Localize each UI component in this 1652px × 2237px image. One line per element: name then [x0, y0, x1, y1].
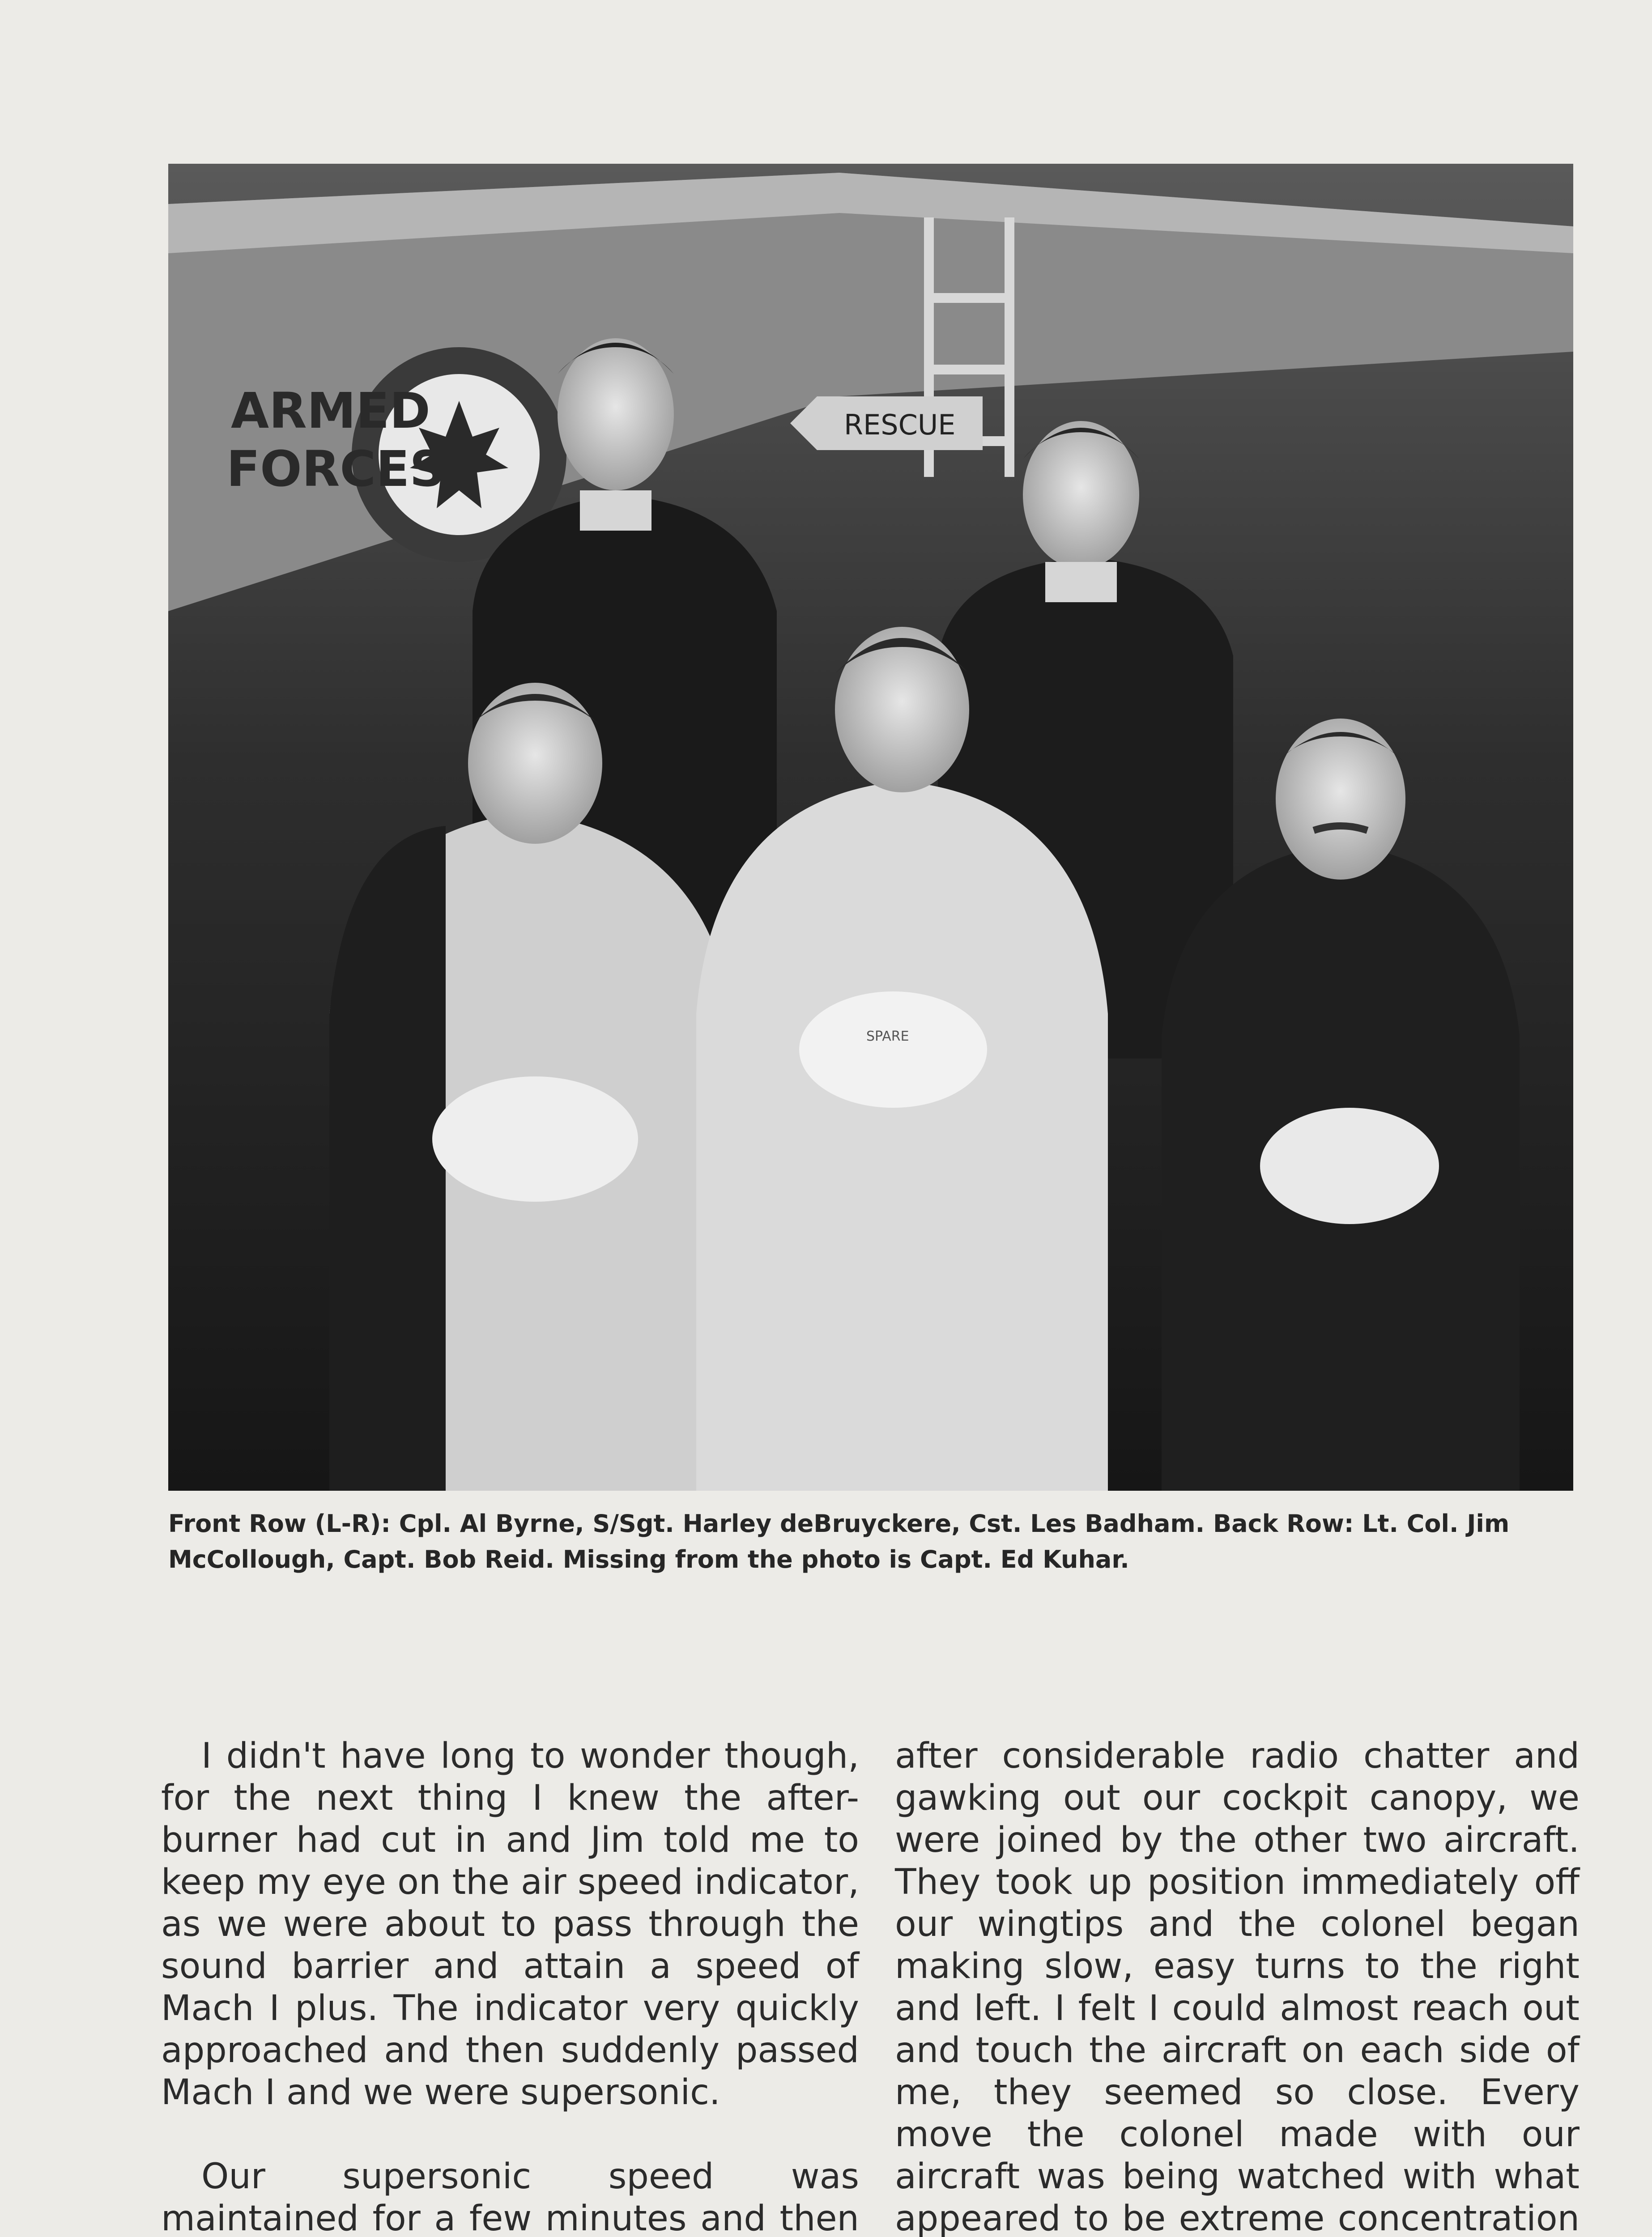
aircraft-marking-line1: ARMED	[231, 382, 430, 439]
article-column-right	[895, 1735, 1580, 2237]
paragraph: Our supersonic speed was maintained for a few minutes and then	[161, 2156, 859, 2237]
helmet-right	[1260, 1108, 1439, 1224]
rescue-sign	[790, 396, 983, 450]
photo-caption: Front Row (L-R): Cpl. Al Byrne, S/Sgt. Harley deBruyckere, Cst. Les Badham. Back Row: Lt. Col. Jim McCollough, Capt. Bob Reid. Missing from the photo is Capt. Ed Kuhar.	[168, 1510, 1510, 1574]
group-photo	[168, 164, 1573, 1491]
photo-illustration	[168, 164, 1573, 1491]
svg-text:RESCUE: RESCUE	[844, 408, 956, 441]
paragraph: I didn't have long to wonder though, for the next thing I knew the after-burner had cut in and Jim told me to keep my eye on the air speed indicator, as we were about to pass through the sound barrier and attain a speed of Mach I plus. The indicator very quickly approached and then suddenly passed Mach I and we were supersonic.	[161, 1736, 859, 2113]
paragraph: after considerable radio chatter and gawking out our cockpit canopy, we were joined by the other two aircraft. They took up position immediately off our wingtips and the colonel began making slow, easy turns to the right and left. I felt I could almost reach out and touch the aircraft on each side of me, they seemed so close. Every move the colonel made with our aircraft was being watched with what appeared to be extreme concentration	[895, 1736, 1580, 2237]
article-column-left	[161, 1735, 859, 2237]
svg-text:SPARE: SPARE	[866, 1029, 909, 1044]
helmet-left	[432, 1076, 638, 1202]
aircraft-marking-line2: FORCES	[226, 440, 445, 498]
helmet-center	[799, 991, 987, 1108]
